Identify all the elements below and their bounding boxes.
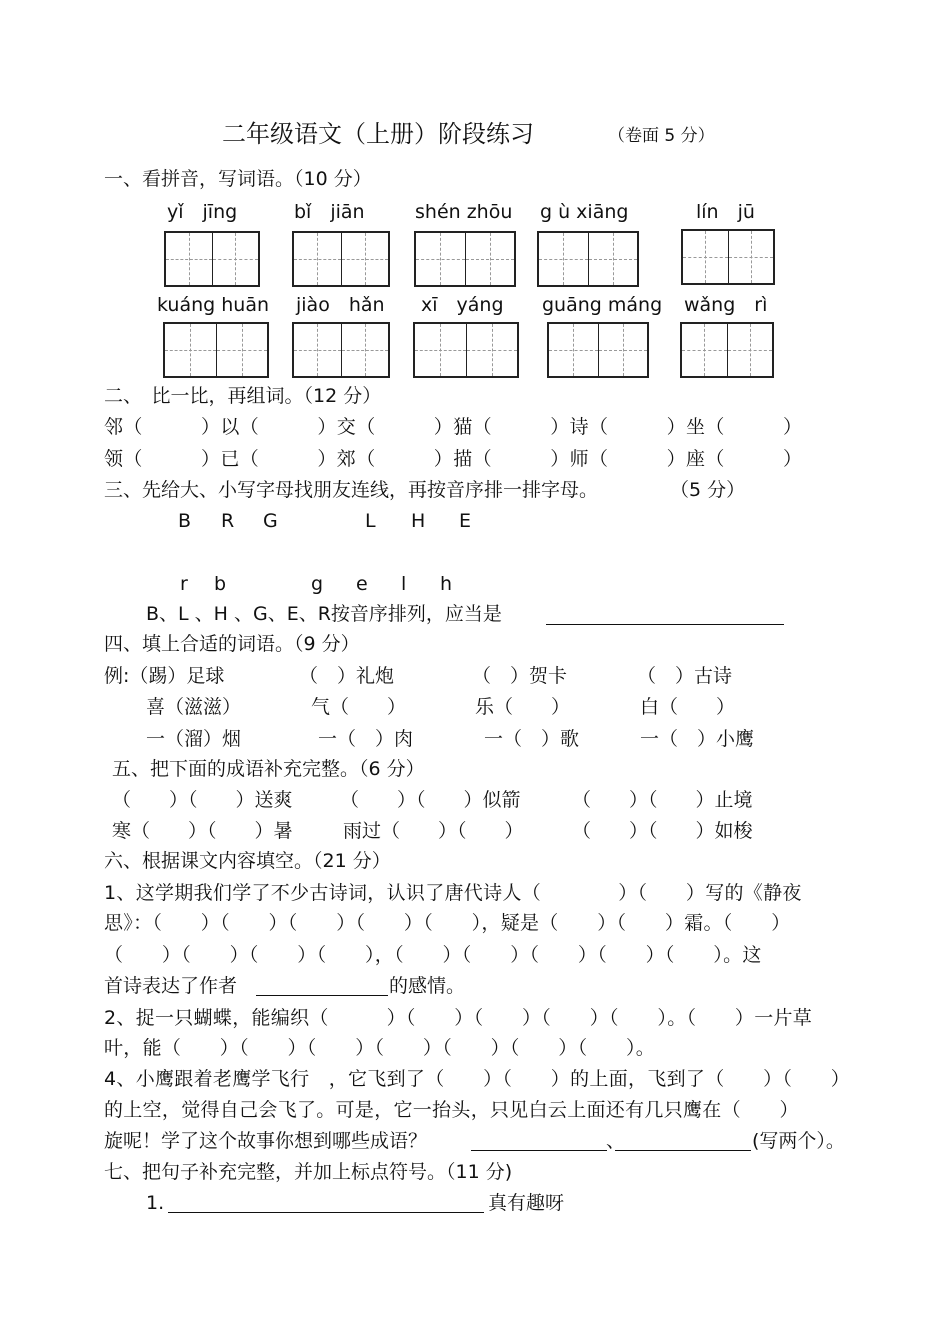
writing-grid[interactable] [292,231,390,287]
idiom-item[interactable]: （ ）（ ）如梭 [572,820,753,842]
lower-letter[interactable]: e [356,573,368,595]
question-line: 叶，能（ ）（ ）（ ）（ ）（ ）（ ）（ ）。 [104,1037,656,1059]
writing-grid[interactable] [292,322,390,378]
writing-grid[interactable] [413,322,519,378]
question-line: (写两个）。 [752,1130,845,1152]
fill-item[interactable]: （ ）古诗 [637,665,733,687]
fill-item[interactable]: （ ）礼炮 [299,665,395,687]
writing-grid[interactable] [164,231,260,287]
upper-letter[interactable]: E [459,510,472,532]
lower-letter[interactable]: b [214,573,227,595]
pinyin-label: guāng máng [542,294,663,316]
section6-heading: 六、根据课文内容填空。（21 分） [104,850,391,872]
idiom-item[interactable]: 雨过（ ）（ ） [343,820,524,842]
lower-letter[interactable]: g [311,573,324,595]
section7-heading: 七、把句子补充完整，并加上标点符号。（11 分) [104,1161,513,1183]
lower-letter[interactable]: l [401,573,407,595]
writing-grid[interactable] [163,322,269,378]
fill-item[interactable]: 一（ ）歌 [484,728,580,750]
question-line: 真有趣呀 [488,1192,565,1214]
lower-letter[interactable]: r [180,573,188,595]
section5-heading: 五、把下面的成语补充完整。（6 分） [112,758,425,780]
question-line: 2、捉一只蝴蝶，能编织（ ）（ ）（ ）（ ）（ ）。（ ）一片草 [104,1007,813,1029]
pinyin-label: yǐ jīng [167,201,238,223]
pinyin-label: wǎng rì [684,294,768,316]
pinyin-label: lín jū [696,201,755,223]
pinyin-label: xī yáng [421,294,504,316]
fill-item: 喜（滋滋） [146,696,242,718]
question-line: 的感情。 [389,975,466,997]
pinyin-label: bǐ jiān [294,201,365,223]
upper-letter[interactable]: B [178,510,192,532]
question-line: （ ）（ ）（ ）（ ），（ ）（ ）（ ）（ ）（ ）。这 [104,944,762,966]
fill-item[interactable]: 一（ ）小鹰 [640,728,755,750]
pinyin-label: g ù xiāng [540,201,629,223]
page-title: 二年级语文（上册）阶段练习 [222,120,534,148]
score-note: （卷面 5 分） [608,126,715,146]
fill-item[interactable]: 一（ ）肉 [318,728,414,750]
question-line: 首诗表达了作者 [104,975,238,997]
idiom-item[interactable]: （ ）（ ）止境 [572,789,753,811]
answer-blank[interactable] [256,995,388,996]
upper-letter[interactable]: H [411,510,426,532]
pinyin-label: jiào hǎn [296,294,385,316]
answer-blank[interactable] [615,1150,751,1151]
question-line: 1、这学期我们学了不少古诗词，认识了唐代诗人（ ）（ ）写的《静夜 [104,882,802,904]
fill-item[interactable]: 气（ ） [311,696,407,718]
writing-grid[interactable] [681,229,775,285]
fill-item: 例:（踢）足球 [104,665,225,687]
question-line: 的上空，觉得自己会飞了。可是，它一抬头，只见白云上面还有几只鹰在（ ） [104,1099,799,1121]
idiom-item[interactable]: （ ）（ ）似箭 [340,789,521,811]
fill-item[interactable]: 乐（ ） [475,696,571,718]
compare-row: 邻（ ）以（ ）交（ ）猫（ ）诗（ ）坐（ ） [104,416,803,438]
order-prompt: B、L 、H 、G、E、R按音序排列，应当是 [146,603,502,625]
fill-item[interactable]: （ ）贺卡 [472,665,568,687]
section1-heading: 一、看拼音，写词语。（10 分） [104,168,372,190]
fill-item[interactable]: 白（ ） [640,696,736,718]
writing-grid[interactable] [537,231,639,287]
separator: 、 [606,1130,626,1152]
upper-letter[interactable]: L [365,510,376,532]
pinyin-label: shén zhōu [415,201,513,223]
question-line: 旋呢！学了这个故事你想到哪些成语？ [104,1130,428,1152]
writing-grid[interactable] [547,322,649,378]
answer-blank[interactable] [471,1150,607,1151]
section4-heading: 四、填上合适的词语。（9 分） [104,633,360,655]
pinyin-label: kuáng huān [157,294,270,316]
idiom-item[interactable]: 寒（ ）（ ）暑 [112,820,293,842]
writing-grid[interactable] [680,322,774,378]
question-line: 思》：（ ）（ ）（ ）（ ）（ ），疑是（ ）（ ）霜。（ ） [104,912,791,934]
idiom-item[interactable]: （ ）（ ）送爽 [112,789,293,811]
answer-blank[interactable] [546,624,784,625]
fill-item: 一（溜）烟 [146,728,242,750]
section3-heading: 三、先给大、小写字母找朋友连线，再按音序排一排字母。 [104,479,599,501]
section2-heading: 二、 比一比，再组词。（12 分） [104,385,382,407]
lower-letter[interactable]: h [440,573,453,595]
writing-grid[interactable] [414,231,516,287]
upper-letter[interactable]: G [263,510,278,532]
question-line: 4、小鹰跟着老鹰学飞行 ，它飞到了（ ）（ ）的上面，飞到了（ ）（ ） [104,1068,851,1090]
answer-blank[interactable] [168,1212,484,1213]
upper-letter[interactable]: R [221,510,235,532]
question-number: 1. [146,1192,165,1214]
section3-score: （5 分） [670,479,746,501]
compare-row: 领（ ）已（ ）郊（ ）描（ ）师（ ）座（ ） [104,448,803,470]
